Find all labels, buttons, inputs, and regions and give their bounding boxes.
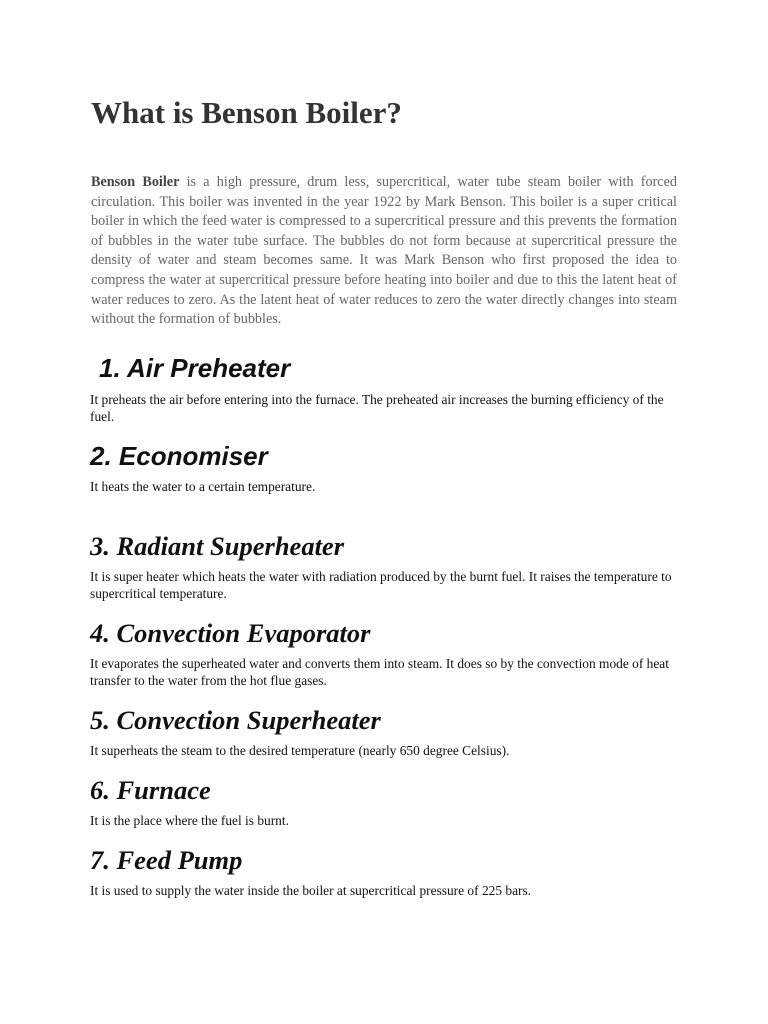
section-heading-furnace: 6. Furnace: [90, 775, 211, 805]
intro-term: Benson Boiler: [91, 174, 180, 190]
section-heading-economiser: 2. Economiser: [90, 441, 268, 471]
section-text-convection-superheater: It superheats the steam to the desired temperature (nearly 650 degree Celsius).: [90, 743, 510, 758]
section-heading-air-preheater: 1. Air Preheater: [99, 353, 291, 383]
section-heading-convection-superheater: 5. Convection Superheater: [90, 705, 381, 735]
section-text-economiser: It heats the water to a certain temperature.: [90, 479, 316, 494]
intro-text: is a high pressure, drum less, supercritical, water tube steam boiler with forced circulation. This boiler was invented in the year 1922 by Mark Benson. This boiler is a super critical boiler in which the feed water is compressed to a supercritical pressure and this prevents the formation of bubbles in the water tube surface. The bubbles do not form because at supercritical pressure the density of water and steam becomes same. It was Mark Benson who first proposed the idea to compress the water at supercritical pressure before heating into boiler and due to this the latent heat of water reduces to zero. As the latent heat of water reduces to zero the water directly changes into steam without the formation of bubbles.: [91, 174, 677, 328]
section-text-convection-evaporator: It evaporates the superheated water and converts them into steam. It does so by the convection mode of heat transfer to the water from the hot flue gases.: [90, 656, 669, 688]
section-text-feed-pump: It is used to supply the water inside the boiler at supercritical pressure of 225 bars.: [90, 883, 532, 898]
section-heading-convection-evaporator: 4. Convection Evaporator: [90, 618, 371, 648]
page-title: What is Benson Boiler?: [91, 95, 402, 130]
section-heading-radiant-superheater: 3. Radiant Superheater: [90, 531, 345, 561]
section-text-radiant-superheater: It is super heater which heats the water with radiation produced by the burnt fuel. It raises the temperature to supercritical temperature.: [90, 569, 672, 601]
section-heading-feed-pump: 7. Feed Pump: [90, 845, 243, 875]
section-text-furnace: It is the place where the fuel is burnt.: [90, 813, 289, 828]
intro-paragraph: [91, 173, 677, 330]
section-text-air-preheater: It preheats the air before entering into the furnace. The preheated air increases the burning efficiency of the fuel.: [90, 392, 664, 424]
